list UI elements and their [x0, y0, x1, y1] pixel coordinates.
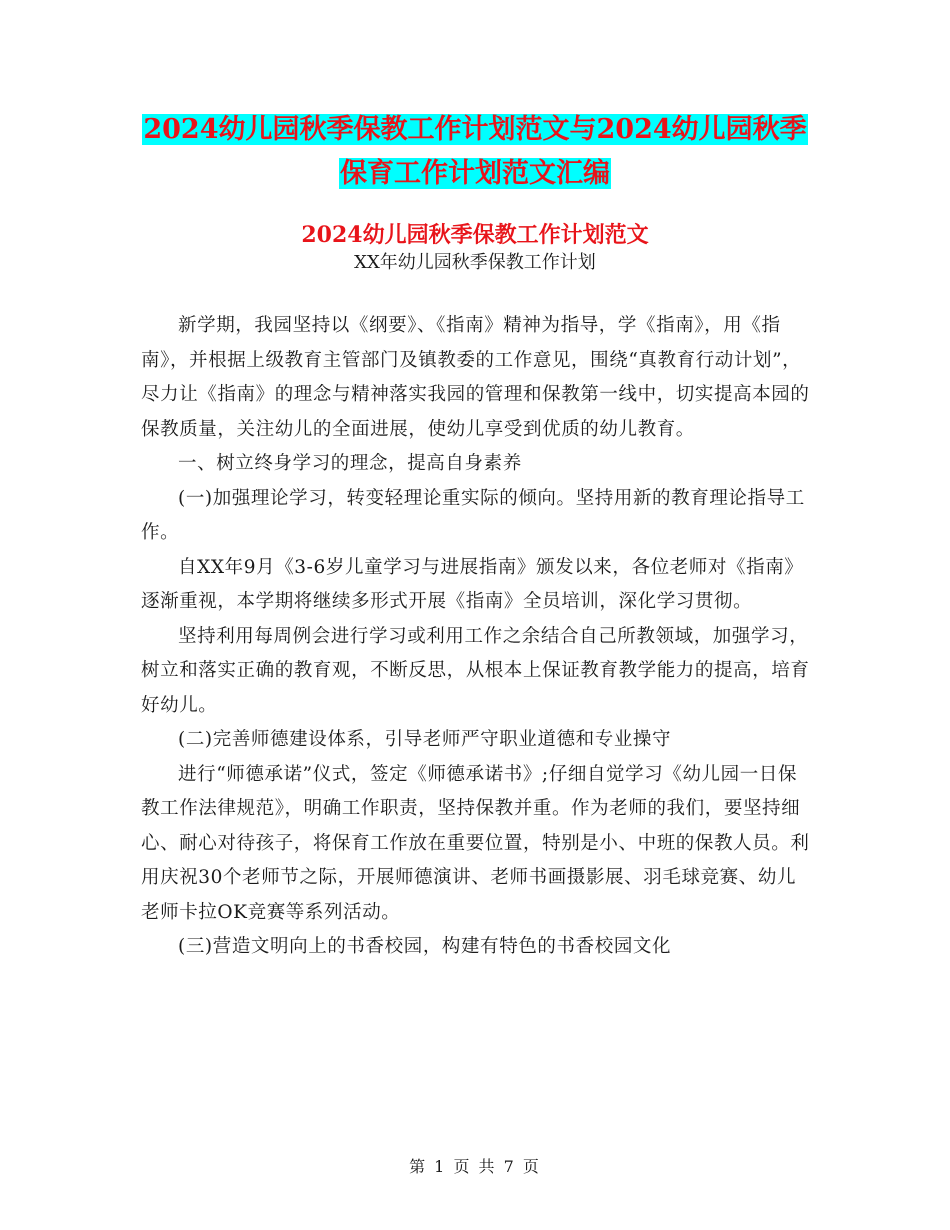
title-highlight: 保育工作计划范文汇编 [340, 158, 610, 189]
paragraph: 自XX年9月《3-6岁儿童学习与进展指南》颁发以来，各位老师对《指南》逐渐重视，本学期将继续多形式开展《指南》全员培训，深化学习贯彻。 [141, 556, 804, 612]
page-footer: 第 1 页 共 7 页 [409, 1157, 541, 1176]
section-title: 2024幼儿园秋季保教工作计划范文 [301, 222, 649, 248]
plan-title: XX年幼儿园秋季保教工作计划 [354, 252, 596, 273]
subsection-heading: (二)完善师德建设体系，引导老师严守职业道德和专业操守 [178, 729, 672, 750]
document-title-line-1 [0, 110, 950, 150]
document-title-line-2 [0, 154, 950, 194]
paragraph: 坚持利用每周例会进行学习或利用工作之余结合自己所教领域，加强学习，树立和落实正确的教育观，不断反思，从根本上保证教育教学能力的提高，培育好幼儿。 [141, 625, 810, 716]
document-body [141, 309, 813, 965]
subsection-heading: (三)营造文明向上的书香校园，构建有特色的书香校园文化 [178, 936, 672, 957]
section-heading: 一、树立终身学习的理念，提高自身素养 [178, 453, 522, 474]
title-highlight: 2024幼儿园秋季保教工作计划范文与2024幼儿园秋季 [143, 114, 807, 145]
paragraph: 进行“师德承诺”仪式，签定《师德承诺书》;仔细自觉学习《幼儿园一日保教工作法律规范》，明确工作职责，坚持保教并重。作为老师的我们，要坚持细心、耐心对待孩子，将保育工作放在重要位置，特别是小、中班的保教人员。利用庆祝30个老师节之际，开展师德演讲、老师书画摄影展、羽毛球竞赛、幼儿老师卡拉OK竞赛等系列活动。 [141, 763, 810, 923]
subsection-heading: (一)加强理论学习，转变轻理论重实际的倾向。坚持用新的教育理论指导工作。 [141, 487, 805, 543]
paragraph: 新学期，我园坚持以《纲要》、《指南》精神为指导，学《指南》，用《指南》，并根据上级教育主管部门及镇教委的工作意见，围绕“真教育行动计划”，尽力让《指南》的理念与精神落实我园的管理和保教第一线中，切实提高本园的保教质量，关注幼儿的全面进展，使幼儿享受到优质的幼儿教育。 [141, 315, 810, 440]
